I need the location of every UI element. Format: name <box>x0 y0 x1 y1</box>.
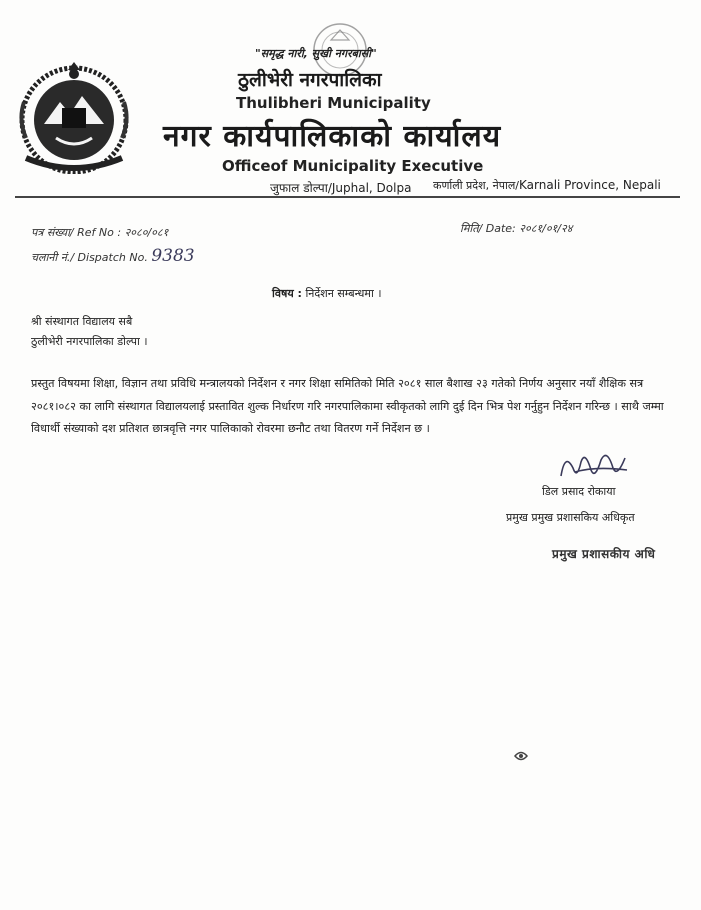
letter-date <box>460 221 572 236</box>
ink-mark-icon <box>512 748 530 764</box>
ref-label: पत्र संख्या/ Ref No : <box>31 226 122 239</box>
dispatch-number <box>31 246 195 266</box>
date-value: २०८१/०१/२४ <box>519 222 573 235</box>
subject-text: निर्देशन सम्बन्धमा । <box>305 287 382 300</box>
signatory-stamp: प्रमुख प्रशासकीय अधि <box>552 547 656 561</box>
address-province-en: Karnali Province, Nepali <box>519 178 661 192</box>
subject-line <box>272 286 382 301</box>
motto: "समृद्ध नारी, सुखी नगरबासी" <box>255 47 377 60</box>
municipality-emblem-icon <box>16 62 132 174</box>
signature-icon <box>555 446 635 486</box>
reference-number <box>31 225 168 240</box>
dispatch-value: 9383 <box>151 246 195 266</box>
address-district: जुफाल डोल्पा/Juphal, Dolpa <box>270 181 412 195</box>
date-label: मिति/ Date: <box>460 222 516 235</box>
municipality-name-en: Thulibheri Municipality <box>236 94 431 112</box>
dispatch-label: चलानी नं./ Dispatch No. <box>31 251 148 264</box>
letter-body: प्रस्तुत विषयमा शिक्षा, विज्ञान तथा प्रविधि मन्त्रालयको निर्देशन र नगर शिक्षा समितिको मिति २०८१ साल बैशाख २३ गतेको निर्णय अनुसार नयाँ शैक्षिक सत्र २०८१।०८२ का लागि संस्थागत विद्यालयलाई प्रस्तावित शुल्क निर्धारण गरि नगरपालिकामा स्वीकृतको लागि दुई दिन भित्र पेश गर्नुहुन निर्देशन गरिन्छ । साथै जम्मा विधार्थी संख्याको दश प्रतिशत छात्रवृत्ति नगर पालिकाको रोवरमा छनौट तथा वितरण गर्ने निर्देशन छ । <box>31 377 664 435</box>
recipient-line-2: ठुलीभेरी नगरपालिका डोल्पा । <box>31 335 148 348</box>
recipient-line-1: श्री संस्थागत विद्यालय सबै <box>31 315 133 328</box>
office-title-en: Officeof Municipality Executive <box>222 157 484 175</box>
signatory-name: डिल प्रसाद रोकाया <box>542 485 616 498</box>
municipality-name-np: ठुलीभेरी नगरपालिका <box>238 69 382 91</box>
header-divider <box>15 196 680 198</box>
subject-label: विषय : <box>272 287 302 300</box>
ref-value: २०८०/०८१ <box>124 226 169 239</box>
address-province <box>433 178 661 193</box>
office-title-np: नगर कार्यपालिकाको कार्यालय <box>163 119 502 154</box>
signatory-title: प्रमुख प्रमुख प्रशासकिय अधिकृत <box>506 511 635 524</box>
address-province-np: कर्णाली प्रदेश, नेपाल/ <box>433 179 519 192</box>
